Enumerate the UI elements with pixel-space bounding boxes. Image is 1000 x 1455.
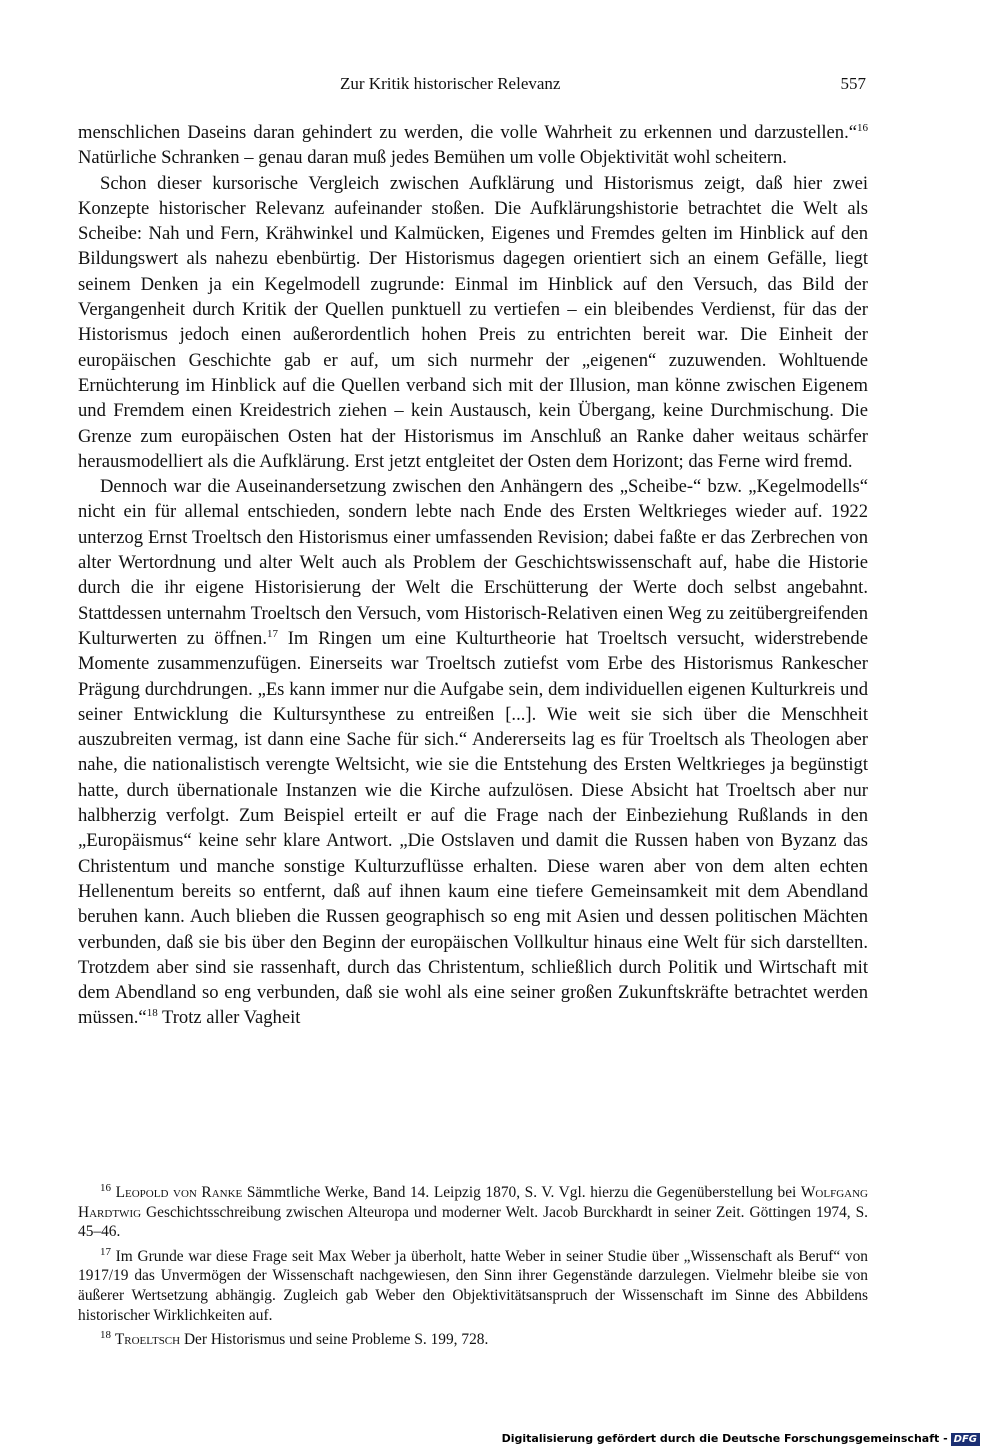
running-header bbox=[78, 74, 866, 98]
digitization-banner bbox=[502, 1432, 980, 1446]
paragraph: Schon dieser kursorische Vergleich zwischen Aufklärung und Historismus zeigt, daß hier zwei Konzepte historischer Relevanz aufeinander stoßen. Die Aufklärungshistorie betrachtet die Welt als Scheibe: Nah und Fern, Krähwinkel und Kalmücken, Eigenes und Fremdes gelten im Hinblick auf den Bildungswert als nahezu ebenbürtig. Der Historismus dagegen orientiert sich an einem Gefälle, liegt seinem Denken ja ein Kegelmodell zugrunde: Einmal im Hinblick auf den Versuch, das Bild der Vergangenheit durch Kritik der Quellen punktuell zu vertiefen – ein bleibendes Verdienst, für das der Historismus jedoch einen außerordentlich hohen Preis zu entrichten bereit war. Die Einheit der europäischen Geschichte gab er auf, um sich nurmehr der „eigenen“ zuzuwenden. Wohltuende Ernüchterung im Hinblick auf die Quellen verband sich mit der Illusion, man könne zwischen Eigenem und Fremdem einen Kreidestrich ziehen – kein Austausch, kein Übergang, keine Durchmischung. Die Grenze zum europäischen Osten hat der Historismus im Anschluß an Ranke daher weitaus schärfer herausmodelliert als die Aufklärung. Erst jetzt entgleitet der Osten dem Horizont; das Ferne wird fremd. bbox=[78, 172, 868, 472]
footnote-ref[interactable]: 16 bbox=[857, 121, 868, 134]
footnotes bbox=[78, 1183, 868, 1355]
paragraph-text: Dennoch war die Auseinandersetzung zwischen den Anhängern des „Scheibe-“ bzw. „Kegelmodells“ nicht ein für allemal entschieden, sondern lebte nach Ende des Ersten Weltkrieges wieder auf. 1922 unterzog Ernst Troeltsch den Historismus einer umfassenden Revision; dabei faßte er das Zerbrechen von alter Wertordnung und alter Welt auch als Problem der Geschichtswissenschaft auf, habe die Historie durch die ihr eigene Historisierung der Welt die Erschütterung der Werte doch selbst angebahnt. Stattdessen unternahm Troeltsch den Versuch, vom Historisch-Relativen einen Weg zu zeitübergreifenden Kulturwerten zu öffnen. bbox=[78, 476, 868, 649]
paragraph-text: Natürliche Schranken – genau daran muß jedes Bemühen um volle Objektivität wohl scheitern. bbox=[78, 147, 787, 169]
paragraph bbox=[78, 120, 868, 171]
footnote-number: 16 bbox=[100, 1181, 111, 1194]
footnote-ref[interactable]: 18 bbox=[146, 1007, 158, 1020]
page-number: 557 bbox=[840, 74, 866, 93]
footnote-number: 17 bbox=[100, 1245, 111, 1258]
author-name: Leopold von Ranke bbox=[115, 1184, 243, 1201]
author-name: Wolfgang Hardtwig bbox=[78, 1184, 868, 1221]
paragraph-text: Trotz aller Vagheit bbox=[157, 1007, 301, 1029]
banner-text: Digitalisierung gefördert durch die Deutsche Forschungsgemeinschaft - bbox=[501, 1432, 948, 1445]
footnote-ref[interactable]: 17 bbox=[266, 627, 278, 640]
footnote bbox=[78, 1330, 868, 1350]
footnote-text: Im Grunde war diese Frage seit Max Weber ja überholt, hatte Weber in seiner Studie über „Wissenschaft als Beruf“ von 1917/19 das Unvermögen der Wissenschaft nachgewiesen, den Sinn ihrer Gegenstände darzulegen. Vielmehr bleibe sie von äußerer Wertsetzung abhängig. Zugleich gab Weber den Objektivitätsanspruch der Wissenschaft im Sinne des Abbildens historischer Wirklichkeiten auf. bbox=[78, 1247, 868, 1324]
footnote-text: Sämmtliche Werke, Band 14. Leipzig 1870, S. V. Vgl. hierzu die Gegenüberstellung bei bbox=[242, 1184, 801, 1201]
author-name: Troeltsch bbox=[114, 1331, 181, 1349]
running-title: Zur Kritik historischer Relevanz bbox=[340, 74, 561, 93]
footnote-number: 18 bbox=[100, 1329, 111, 1342]
dfg-logo: DFG bbox=[951, 1433, 980, 1446]
main-text bbox=[78, 120, 868, 1031]
paragraph-text: Im Ringen um eine Kulturtheorie hat Troeltsch versucht, widerstrebende Momente zusammenzufügen. Einerseits war Troeltsch zutiefst vom Erbe des Historismus Rankescher Prägung durchdrungen. „Es kann immer nur die Aufgabe sein, dem individuellen eigenen Kulturkreis und seiner Entwicklung die Kultursynthese zu entreißen [...]. Wie weit sie sich über die Menschheit auszubreiten vermag, ist dann eine Sache für sich.“ Andererseits lag es für Troeltsch als Theologen aber nahe, die nationalistisch verengte Weltsicht, wie sie die Entstehung des Ersten Weltkrieges ja begünstigt hatte, durch übernationale Instanzen wie die Kirche aufzulösen. Diese Absicht hat Troeltsch aber nur halbherzig verfolgt. Zum Beispiel erteilt er auf die Frage nach der Einbeziehung Rußlands in den „Europäismus“ keine sehr klare Antwort. „Die Ostslaven und damit die Russen haben von Byzanz das Christentum und manche sonstige Kulturzuflüsse erhalten. Diese waren aber von dem alten echten Hellenentum bereits so entfernt, daß auf ihnen kaum eine tiefere Gemeinsamkeit mit dem Abendland beruhen kann. Auch blieben die Russen geographisch so eng mit Asien und dessen politischen Mächten verbunden, daß sie bis über den Beginn der europäischen Vollkultur hinaus eine Welt für sich darstellten. Trotzdem aber sind sie rassenhaft, durch das Christentum, schließlich durch Politik und Wirtschaft mit dem Abendland so eng verbunden, daß sie wohl als eine seiner großen Zukunftskräfte betrachtet werden müssen.“ bbox=[78, 627, 868, 1029]
footnote-text: Geschichtsschreibung zwischen Alteuropa und moderner Welt. Jacob Burckhardt in seiner Zeit. Göttingen 1974, S. 45–46. bbox=[78, 1203, 868, 1241]
footnote bbox=[78, 1247, 868, 1325]
footnote-text: Der Historismus und seine Probleme S. 199, 728. bbox=[180, 1331, 489, 1349]
paragraph bbox=[78, 474, 868, 1031]
footnote bbox=[78, 1183, 868, 1242]
paragraph-text: menschlichen Daseins daran gehindert zu werden, die volle Wahrheit zu erkennen und darzustellen.“ bbox=[78, 122, 857, 143]
